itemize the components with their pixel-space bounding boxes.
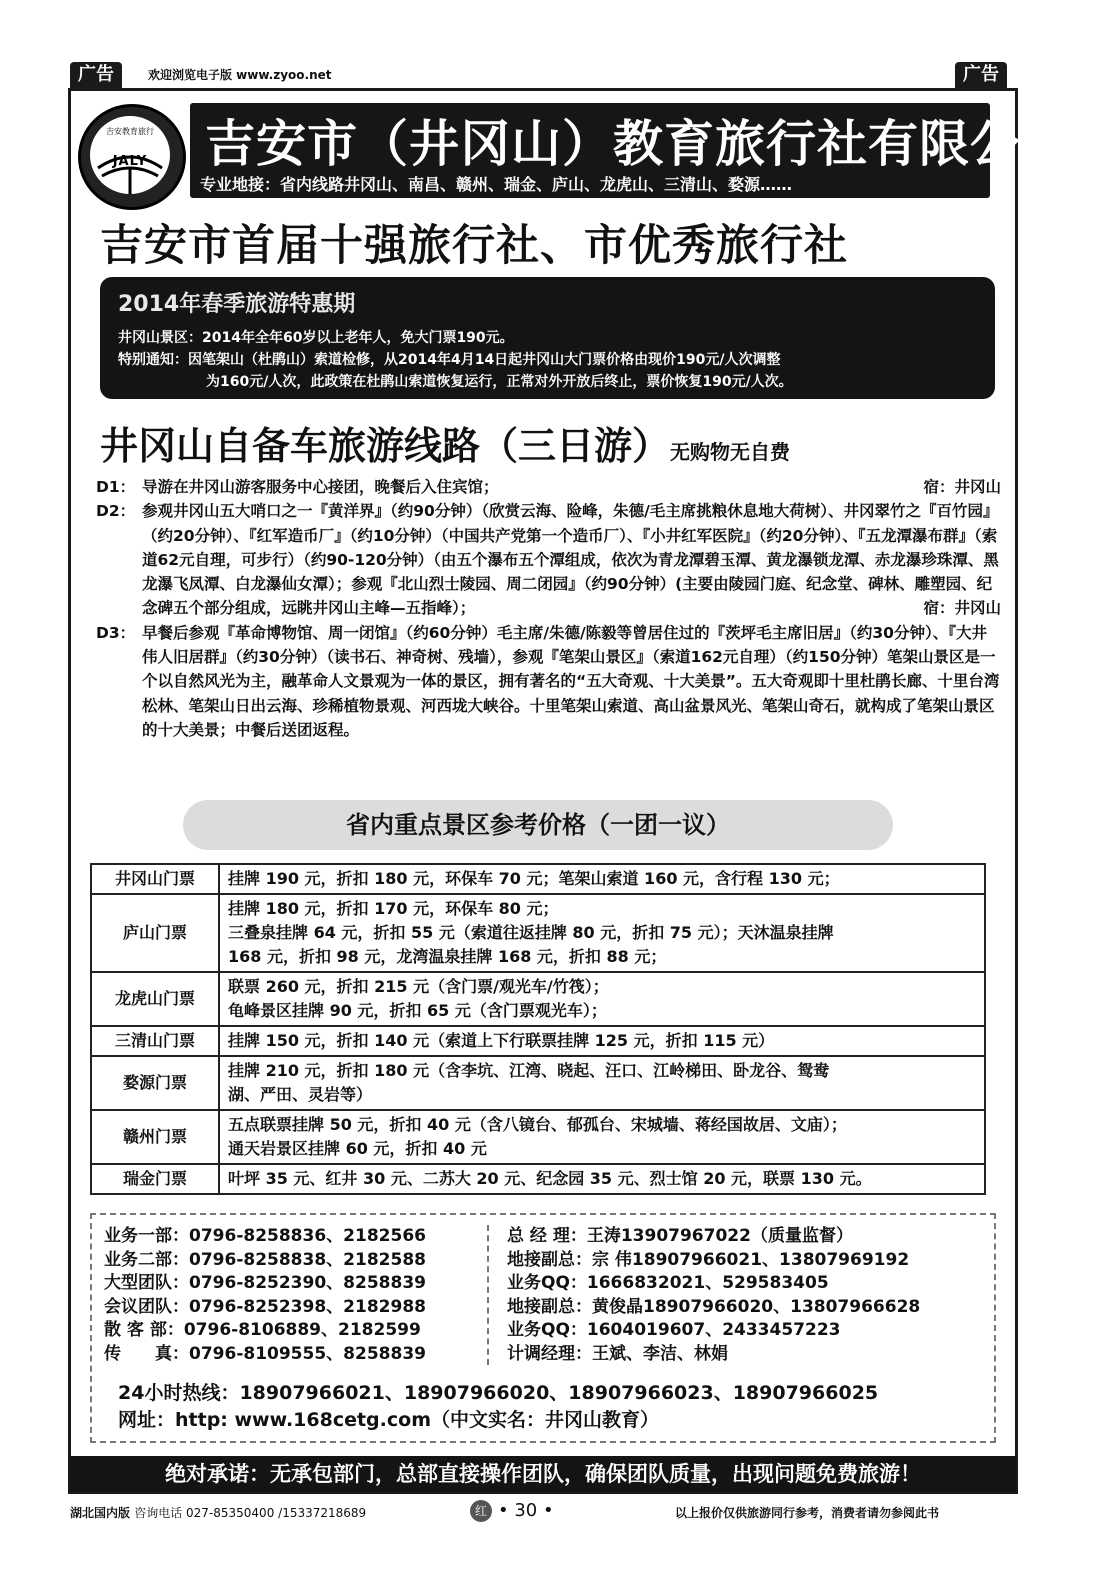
contact-departments xyxy=(104,1225,426,1366)
day-text: 参观井冈山五大哨口之一『黄洋界』（约90分钟）（欣赏云海、险峰，朱德/毛主席挑粮休息地大荷树）、井冈翠竹之『百竹园』（约20分钟）、『红军造币厂』（约10分钟）（中国共产党第一个造币厂）、『小井红军医院』（约20分钟）、『五龙潭瀑布群』（索道62元自理，可步行）（约90-120分钟）（由五个瀑布五个潭组成，依次为青龙潭碧玉潭、黄龙瀑锁龙潭、赤龙瀑珍珠潭、黑龙瀑飞凤潭、白龙瀑仙女潭）；参观『北山烈士陵园、周二闭园』（约90分钟）(主要由陵园门庭、纪念堂、碑林、雕塑园、纪念碑五个部分组成，远眺井冈山主峰—五指峰）； xyxy=(142,502,999,618)
contact-line: 大型团队：0796-8252390、8258839 xyxy=(104,1273,426,1293)
table-row xyxy=(91,864,985,894)
itinerary-day-3 xyxy=(96,621,1001,742)
edition-label: 湖北国内版 xyxy=(70,1506,131,1520)
scenic-name: 婺源门票 xyxy=(91,1056,219,1110)
specialty-text: 专业地接：省内线路井冈山、南昌、赣州、瑞金、庐山、龙虎山、三清山、婺源…… xyxy=(200,175,793,194)
ad-tag-left: 广告 xyxy=(70,62,122,88)
day-label: D3： xyxy=(96,623,136,642)
table-row xyxy=(91,1026,985,1056)
contact-line: 总 经 理：王涛13907967022（质量监督） xyxy=(507,1226,853,1246)
contact-line: 地接副总：宗 伟18907966021、13807969192 xyxy=(507,1249,910,1270)
price-line: 挂牌 150 元，折扣 140 元（索道上下行联票挂牌 125 元，折扣 115 元） xyxy=(228,1031,775,1050)
price-detail xyxy=(219,1026,985,1056)
scenic-name: 三清山门票 xyxy=(91,1026,219,1056)
table-row xyxy=(91,1110,985,1164)
price-line: 挂牌 210 元，折扣 180 元（含李坑、江湾、晓起、汪口、江岭梯田、卧龙谷、鸳鸯 xyxy=(228,1061,830,1080)
table-row xyxy=(91,972,985,1026)
logo-globe-icon xyxy=(90,116,170,194)
footer-phone: 咨询电话 027-85350400 /15337218689 xyxy=(134,1506,367,1520)
special-title: 2014年春季旅游特惠期 xyxy=(118,292,356,317)
day-lodging: 宿：井冈山 xyxy=(923,478,1001,496)
price-detail xyxy=(219,1110,985,1164)
day-label: D1： xyxy=(96,478,136,496)
price-line: 三叠泉挂牌 64 元，折扣 55 元（索道往返挂牌 80 元，折扣 75 元）；天沐温泉挂牌 xyxy=(228,923,834,942)
scenic-name: 龙虎山门票 xyxy=(91,972,219,1026)
contact-line: 业务QQ：1666832021、529583405 xyxy=(507,1273,829,1293)
contact-line: 业务二部：0796-8258838、2182588 xyxy=(104,1249,426,1270)
award-slogan: 吉安市首届十强旅行社、市优秀旅行社 xyxy=(100,221,848,271)
special-line-3: 为160元/人次，此政策在杜鹃山索道恢复运行，正常对外开放后终止，票价恢复190元/人次。 xyxy=(206,374,793,390)
logo-ring-text: 吉安教育旅行 xyxy=(106,127,154,136)
price-line: 联票 260 元，折扣 215 元（含门票/观光车/竹筏）； xyxy=(228,977,609,996)
price-line: 168 元，折扣 98 元，龙湾温泉挂牌 168 元，折扣 88 元； xyxy=(228,947,667,966)
company-name: 吉安市（井冈山）教育旅行社有限公司 xyxy=(205,114,1072,173)
special-offer-box xyxy=(100,277,995,399)
itinerary-day-2 xyxy=(96,499,1001,620)
contact-line: 地接副总：黄俊晶18907966020、13807966628 xyxy=(507,1296,921,1317)
price-line: 湖、严田、灵岩等） xyxy=(228,1085,373,1104)
price-line: 五点联票挂牌 50 元，折扣 40 元（含八镜台、郁孤台、宋城墙、蒋经国故居、文庙）； xyxy=(228,1115,847,1134)
price-detail xyxy=(219,864,985,894)
day-label: D2： xyxy=(96,502,136,521)
contact-divider xyxy=(487,1225,489,1365)
price-line: 挂牌 190 元，折扣 180 元，环保车 70 元；笔架山索道 160 元，含行程 130 元； xyxy=(228,869,840,888)
footer-edition xyxy=(70,1504,366,1521)
day-text: 早餐后参观『革命博物馆、周一闭馆』（约60分钟）毛主席/朱德/陈毅等曾居住过的『茨坪毛主席旧居』（约30分钟）、『大井伟人旧居群』（约30分钟）（读书石、神奇树、残墙），参观『笔架山景区』（索道162元自理）（约150分钟）笔架山景区是一个以自然风光为主，融革命人文景观为一体的景区，拥有著名的“五大奇观、十大美景”。五大奇观即十里杜鹃长廊、十里台湾松林、笔架山日出云海、珍稀植物景观、河西垅大峡谷。十里笔架山索道、高山盆景风光、笔架山奇石，就构成了笔架山景区的十大美景；中餐后送团返程。 xyxy=(142,623,1000,739)
price-detail xyxy=(219,1056,985,1110)
price-section-title: 省内重点景区参考价格（一团一议） xyxy=(183,800,893,850)
hotline-text: 24小时热线：18907966021、18907966020、18907966023、18907966025 xyxy=(118,1382,879,1404)
contact-managers xyxy=(507,1225,920,1366)
scenic-name: 庐山门票 xyxy=(91,894,219,972)
scenic-name: 井冈山门票 xyxy=(91,864,219,894)
table-row xyxy=(91,1056,985,1110)
scenic-name: 赣州门票 xyxy=(91,1110,219,1164)
table-row xyxy=(91,1164,985,1194)
contact-line: 会议团队：0796-8252398、2182988 xyxy=(104,1296,426,1317)
itinerary-day-1 xyxy=(96,475,1001,499)
promise-banner: 绝对承诺：无承包部门，总部直接操作团队，确保团队质量，出现问题免费旅游！ xyxy=(70,1456,1016,1492)
footer-page-number xyxy=(470,1500,554,1522)
contact-line: 业务一部：0796-8258836、2182566 xyxy=(104,1226,426,1246)
price-detail xyxy=(219,1164,985,1194)
route-title-main: 井冈山自备车旅游线路（三日游） xyxy=(100,424,671,468)
price-line: 通天岩景区挂牌 60 元，折扣 40 元 xyxy=(228,1139,487,1158)
contact-line: 散 客 部：0796-8106889、2182599 xyxy=(104,1320,421,1340)
special-line-1: 井冈山景区：2014年全年60岁以上老年人，免大门票190元。 xyxy=(118,330,514,346)
table-row xyxy=(91,894,985,972)
scenic-name: 瑞金门票 xyxy=(91,1164,219,1194)
itinerary xyxy=(96,475,1001,742)
top-url-text[interactable]: 欢迎浏览电子版 www.zyoo.net xyxy=(148,68,332,82)
website-link[interactable]: 网址：http: www.168cetg.com（中文实名：井冈山教育） xyxy=(118,1409,659,1431)
route-title xyxy=(100,415,790,470)
contact-line: 业务QQ：1604019607、2433457223 xyxy=(507,1320,841,1340)
special-line-2: 特别通知：因笔架山（杜鹃山）索道检修，从2014年4月14日起井冈山大门票价格由现价190元/人次调整 xyxy=(118,352,781,368)
price-table xyxy=(90,863,986,1195)
red-tour-icon: 红 xyxy=(470,1500,492,1522)
day-text: 导游在井冈山游客服务中心接团，晚餐后入住宾馆； xyxy=(142,478,499,496)
price-line: 挂牌 180 元，折扣 170 元，环保车 80 元； xyxy=(228,899,559,918)
page-number: • 30 • xyxy=(498,1500,554,1521)
price-line: 叶坪 35 元、红井 30 元、二苏大 20 元、纪念园 35 元、烈士馆 20 元，联票 130 元。 xyxy=(228,1169,872,1188)
price-detail xyxy=(219,972,985,1026)
logo-text: JALY xyxy=(112,154,148,169)
day-lodging: 宿：井冈山 xyxy=(923,599,1001,618)
ad-tag-right: 广告 xyxy=(955,62,1007,88)
contact-line: 计调经理：王斌、李洁、林娟 xyxy=(507,1343,728,1364)
price-line: 龟峰景区挂牌 90 元，折扣 65 元（含门票观光车）； xyxy=(228,1001,607,1020)
route-subtitle: 无购物无自费 xyxy=(670,440,791,464)
footer-note: 以上报价仅供旅游同行参考，消费者请勿参阅此书 xyxy=(675,1506,940,1520)
price-detail xyxy=(219,894,985,972)
contact-line: 传 真：0796-8109555、8258839 xyxy=(104,1343,426,1364)
